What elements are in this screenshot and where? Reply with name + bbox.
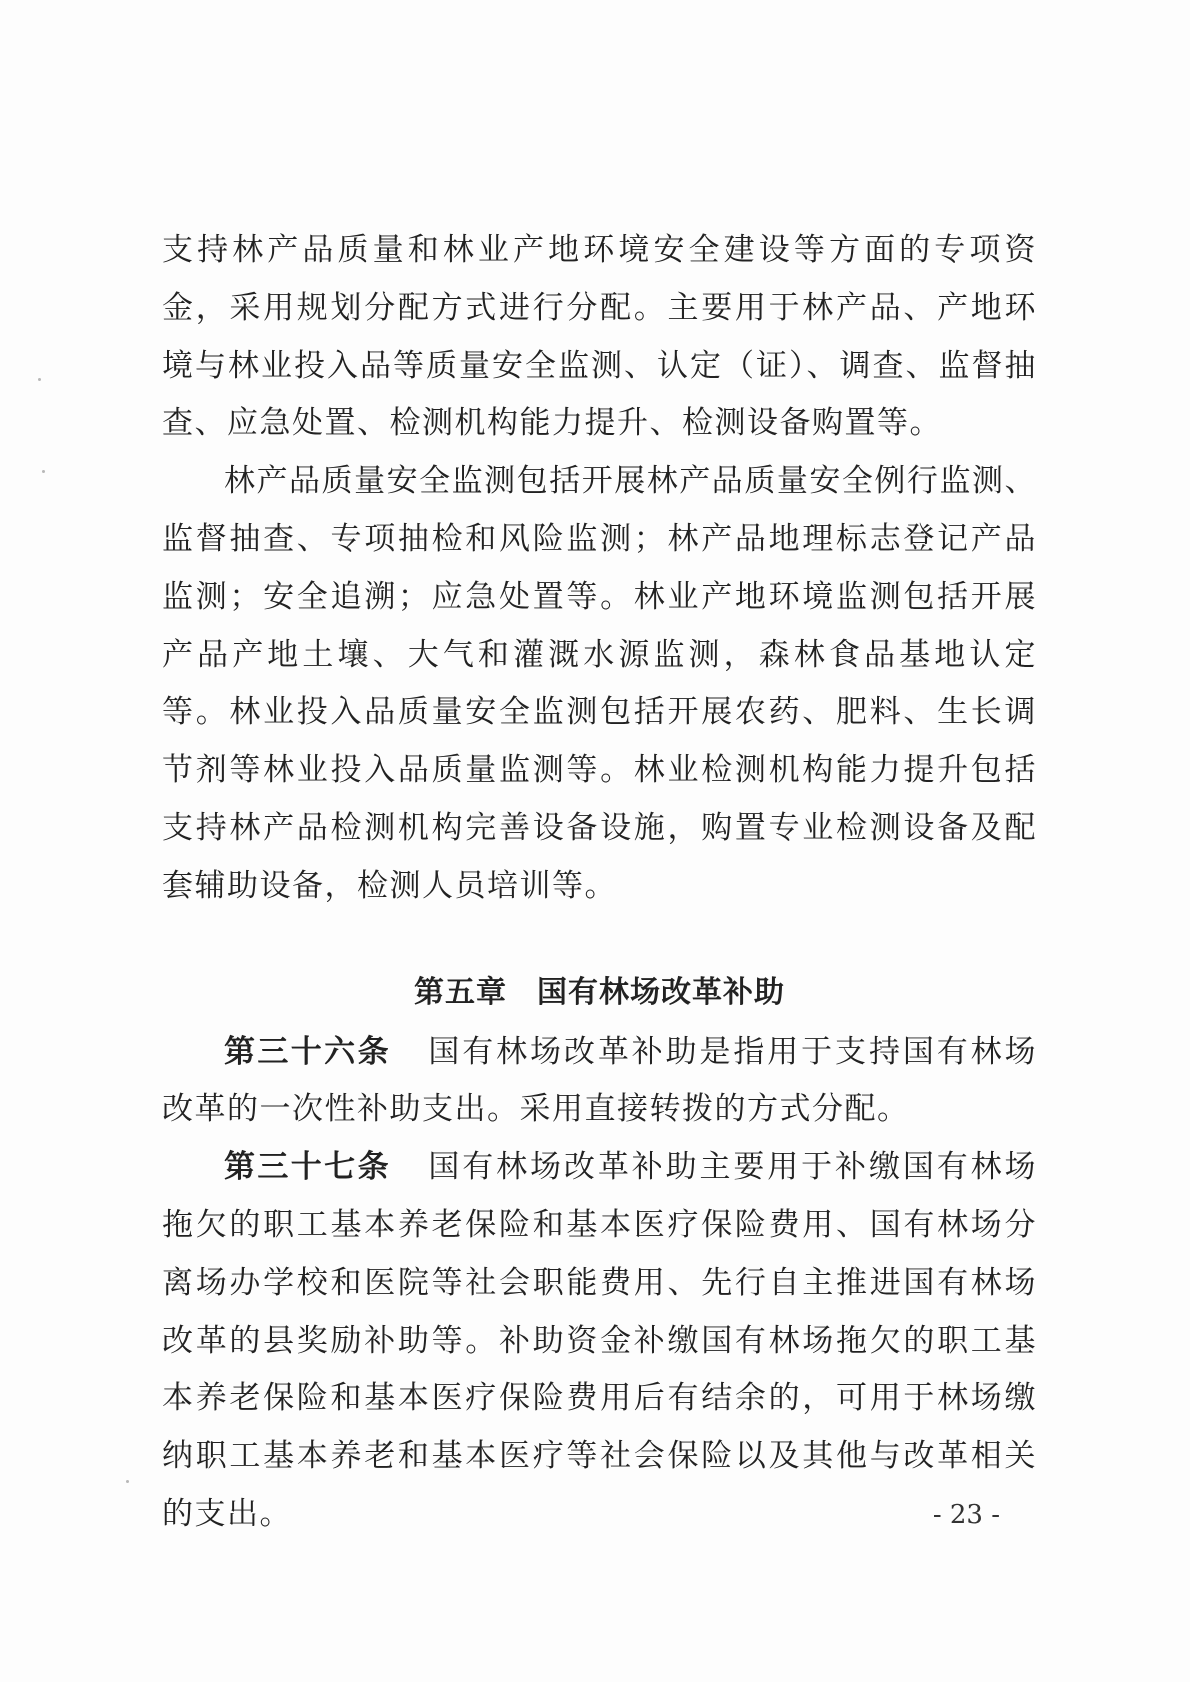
page-number: - 23 - [932,1500,1000,1530]
chapter-title: 国有林场改革补助 [537,974,785,1010]
scan-speck [42,470,45,473]
article-number: 第三十七条 [224,1149,391,1186]
article-text: 国有林场改革补助主要用于补缴国有林场拖欠的职工基本养老保险和基本医疗保险费用、国有林场分离场办学校和医院等社会职能费用、先行自主推进国有林场改革的县奖励补助等。补助资金补缴国有林场拖欠的职工基本养老保险和基本医疗保险费用后有结余的，可用于林场缴纳职工基本养老和基本医疗等社会保险以及其他与改革相关的支出。 [162,1149,1038,1532]
chapter-number: 第五章 [414,974,507,1010]
paragraph-monitoring: 林产品质量安全监测包括开展林产品质量安全例行监测、监督抽查、专项抽检和风险监测；林产品地理标志登记产品监测；安全追溯；应急处置等。林业产地环境监测包括开展产品产地土壤、大气和灌溉水源监测，森林食品基地认定等。林业投入品质量安全监测包括开展农药、肥料、生长调节剂等林业投入品质量监测等。林业检测机构能力提升包括支持林产品检测机构完善设备设施，购置专业检测设备及配套辅助设备，检测人员培训等。 [162,463,1037,904]
paragraph-continued: 支持林产品质量和林业产地环境安全建设等方面的专项资金，采用规划分配方式进行分配。主要用于林产品、产地环境与林业投入品等质量安全监测、认定（证）、调查、监督抽查、应急处置、检测机构能力提升、检测设备购置等。 [162,232,1037,442]
scan-speck [126,1480,129,1483]
document-body [162,222,1037,1544]
article-37 [162,1139,1037,1544]
article-36 [162,1024,1037,1140]
article-number: 第三十六条 [224,1033,391,1070]
scan-speck [38,378,41,381]
chapter-heading [162,972,1037,1014]
article-text: 国有林场改革补助是指用于支持国有林场改革的一次性补助支出。采用直接转拨的方式分配。 [162,1033,1038,1128]
